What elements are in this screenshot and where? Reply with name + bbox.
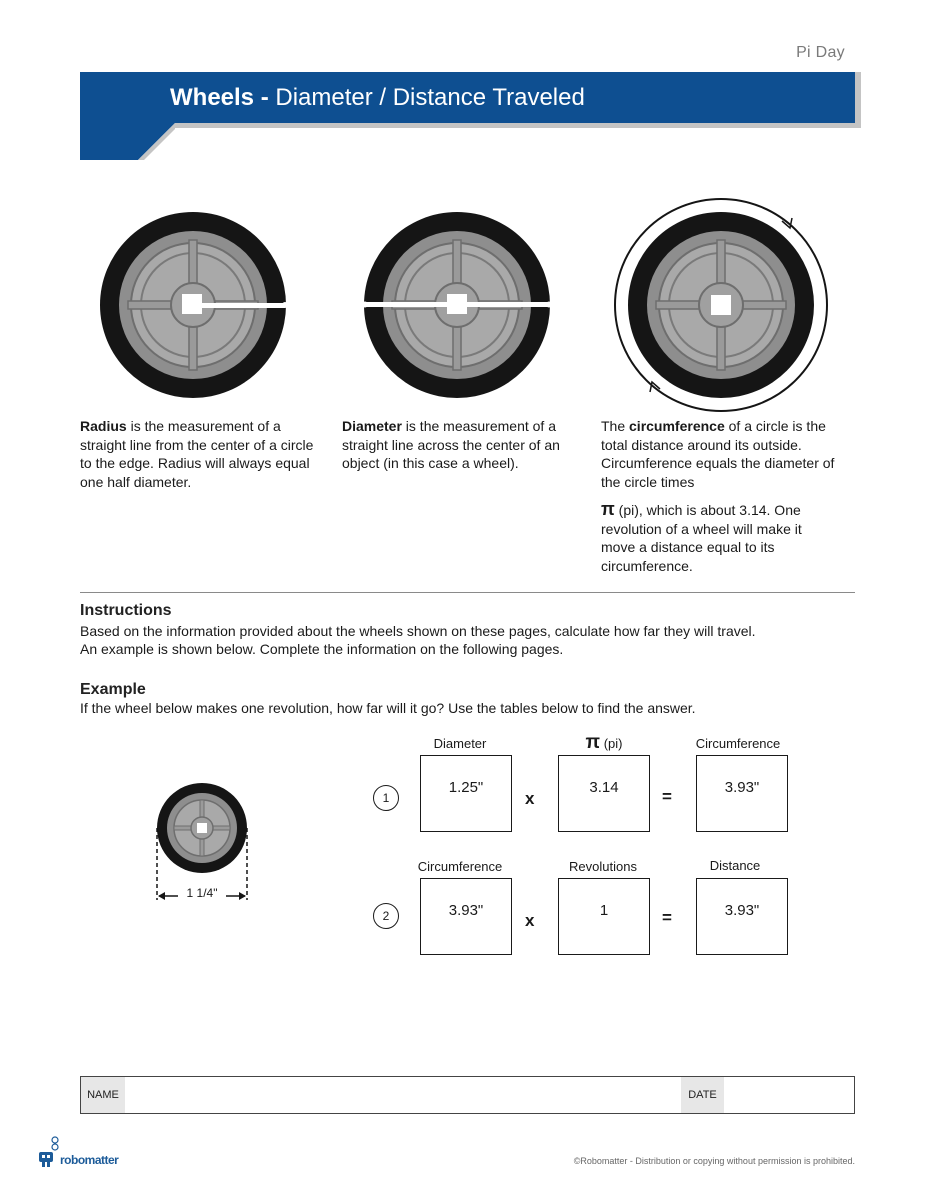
step-1-equals: =	[662, 787, 672, 806]
step-2-multiply: x	[525, 911, 535, 930]
step-1-marker: 1	[373, 785, 399, 811]
page-title	[170, 84, 585, 112]
step-1-circumference-box: 3.93"	[696, 755, 788, 832]
robomatter-logo-icon	[36, 1136, 60, 1170]
banner-tail	[80, 123, 175, 160]
step-2-marker: 2	[373, 903, 399, 929]
pi-text: (pi), which is about 3.14. One revolution of a wheel will make it move a distance equal to its circumference.	[601, 502, 802, 574]
step-1-label-pi	[559, 732, 649, 754]
section-divider	[80, 592, 855, 593]
robomatter-logo-text: robomatter	[60, 1153, 119, 1167]
title-rest: Diameter / Distance Traveled	[275, 84, 585, 111]
pi-label-text: (pi)	[603, 736, 623, 751]
date-label: DATE	[681, 1077, 724, 1113]
radius-text: is the measurement of a straight line from the center of a circle to the edge. Radius will always equal one half diameter.	[80, 418, 314, 490]
copyright-notice: ©Robomatter - Distribution or copying without permission is prohibited.	[573, 1156, 855, 1166]
name-field[interactable]	[125, 1077, 681, 1113]
circumference-prefix: The	[601, 418, 630, 434]
circumference-description	[601, 417, 849, 491]
step-1-multiply: x	[525, 789, 535, 808]
diameter-description	[342, 417, 572, 473]
name-label: NAME	[81, 1077, 125, 1113]
radius-term: Radius	[80, 418, 127, 434]
radius-description	[80, 417, 320, 491]
circumference-text: of a circle is the total distance around its outside. Circumference equals the diameter of the circle times	[601, 418, 835, 490]
name-date-bar	[80, 1076, 855, 1114]
instructions-line-2: An example is shown below. Complete the information on the following pages.	[80, 641, 564, 657]
circumference-term: circumference	[629, 418, 725, 434]
radius-wheel-icon	[98, 210, 288, 400]
diameter-wheel-icon	[362, 210, 552, 400]
diameter-text: is the measurement of a straight line across the center of an object (in this case a wheel).	[342, 418, 560, 471]
example-heading: Example	[80, 681, 146, 698]
step-2-revolutions-box: 1	[558, 878, 650, 955]
step-2-circumference-box: 3.93"	[420, 878, 512, 955]
instructions-line-1: Based on the information provided about the wheels shown on these pages, calculate how far they will travel.	[80, 623, 756, 639]
diameter-term: Diameter	[342, 418, 402, 434]
title-bold: Wheels -	[170, 84, 269, 111]
step-1-diameter-box: 1.25"	[420, 755, 512, 832]
date-field[interactable]	[724, 1077, 854, 1113]
step-2-label-revolutions: Revolutions	[569, 859, 637, 874]
circumference-wheel-icon	[612, 196, 830, 414]
pi-label-symbol: π	[585, 732, 601, 753]
step-2-distance-box: 3.93"	[696, 878, 788, 955]
step-2-equals: =	[662, 908, 672, 927]
step-1-label-circumference: Circumference	[695, 736, 781, 751]
step-2-label-circumference: Circumference	[417, 859, 503, 874]
pi-description	[601, 500, 806, 575]
wheel-size-label: 1 1/4"	[178, 886, 226, 900]
pi-symbol: π	[601, 499, 615, 519]
step-1-label-diameter: Diameter	[433, 736, 487, 751]
instructions-heading: Instructions	[80, 602, 172, 619]
page-tag: Pi Day	[796, 44, 845, 61]
instructions-body	[80, 622, 850, 658]
step-2-label-distance: Distance	[709, 858, 761, 873]
example-prompt: If the wheel below makes one revolution, how far will it go? Use the tables below to find the answer.	[80, 700, 696, 716]
step-1-pi-box: 3.14	[558, 755, 650, 832]
